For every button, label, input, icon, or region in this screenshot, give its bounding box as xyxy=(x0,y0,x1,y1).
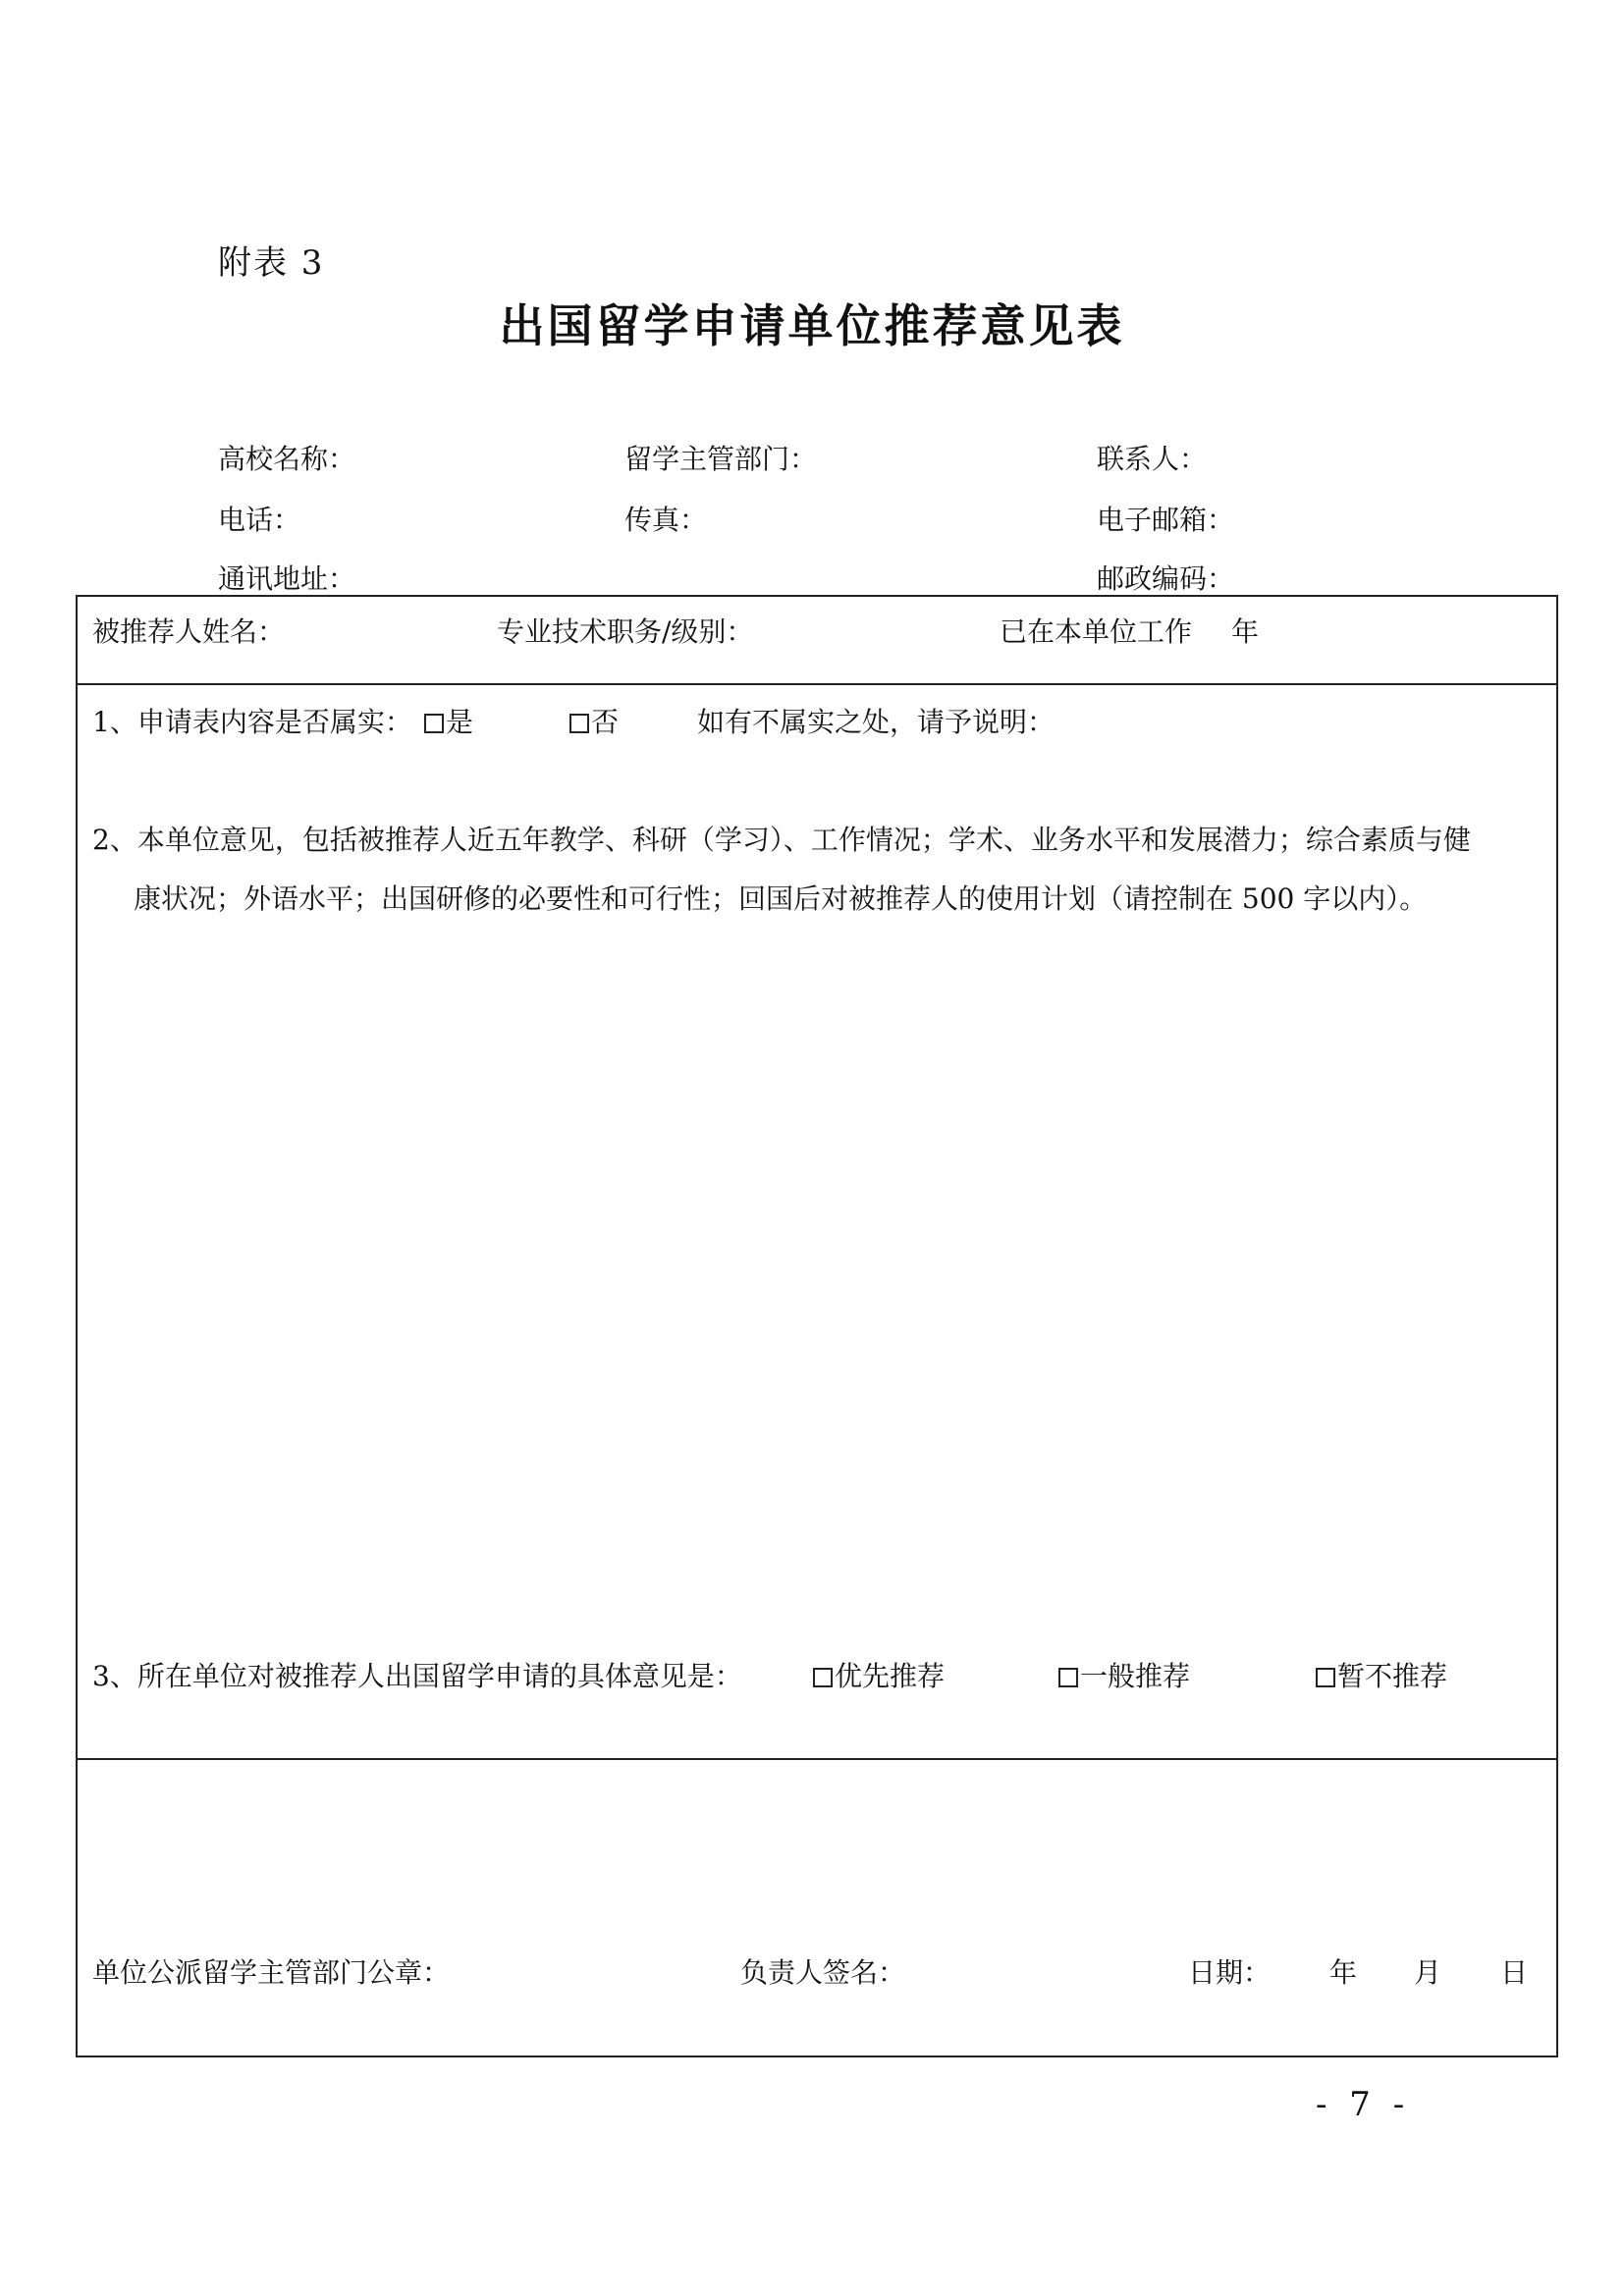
years-worked-label xyxy=(1000,611,1259,650)
row-divider-1 xyxy=(76,683,1558,685)
row-divider-2 xyxy=(76,1758,1558,1760)
option-no[interactable] xyxy=(569,701,619,740)
opinion-instructions-line-1: 2、本单位意见，包括被推荐人近五年教学、科研（学习）、工作情况；学术、业务水平和发展潜力；综合素质与健 xyxy=(92,824,1471,856)
recommendation-question: 3、所在单位对被推荐人出国留学申请的具体意见是： xyxy=(92,1660,742,1692)
signer-label: 负责人签名： xyxy=(740,1956,906,1989)
title-level-label: 专业技术职务/级别： xyxy=(497,615,754,648)
years-suffix: 年 xyxy=(1231,615,1260,648)
checkbox-icon[interactable] xyxy=(813,1668,833,1687)
nominee-name-label: 被推荐人姓名： xyxy=(92,615,286,648)
address-label: 通讯地址： xyxy=(218,562,356,595)
fax-label: 传真： xyxy=(624,504,708,536)
seal-label: 单位公派留学主管部门公章： xyxy=(92,1956,451,1989)
option-general[interactable] xyxy=(1058,1655,1190,1694)
option-general-label: 一般推荐 xyxy=(1080,1660,1191,1692)
page-number: - 7 - xyxy=(1316,2085,1411,2124)
option-not[interactable] xyxy=(1316,1655,1447,1694)
opinion-instructions xyxy=(92,811,1545,929)
option-priority[interactable] xyxy=(813,1655,945,1694)
school-name-label: 高校名称： xyxy=(218,443,356,475)
checkbox-icon[interactable] xyxy=(424,714,444,733)
option-yes-label: 是 xyxy=(446,706,474,738)
opinion-instructions-line-2: 康状况；外语水平；出国研修的必要性和可行性；回国后对被推荐人的使用计划（请控制在 500 字以内）。 xyxy=(134,882,1428,915)
date-label: 日期： xyxy=(1188,1956,1272,1989)
annex-label: 附表 3 xyxy=(218,243,325,283)
checkbox-icon[interactable] xyxy=(569,714,589,733)
checkbox-icon[interactable] xyxy=(1316,1668,1335,1687)
contact-label: 联系人： xyxy=(1097,443,1208,475)
option-not-label: 暂不推荐 xyxy=(1337,1660,1448,1692)
years-prefix: 已在本单位工作 xyxy=(1000,615,1193,648)
email-label: 电子邮箱： xyxy=(1097,504,1235,536)
phone-label: 电话： xyxy=(218,504,301,536)
date-month: 月 xyxy=(1414,1956,1442,1989)
date-day: 日 xyxy=(1500,1956,1529,1989)
date-year: 年 xyxy=(1329,1956,1358,1989)
explain-label: 如有不属实之处，请予说明： xyxy=(697,706,1056,738)
truthfulness-question: 1、申请表内容是否属实： xyxy=(92,706,412,738)
page-title: 出国留学申请单位推荐意见表 xyxy=(499,299,1125,352)
option-no-label: 否 xyxy=(591,706,620,738)
checkbox-icon[interactable] xyxy=(1058,1668,1078,1687)
dept-label: 留学主管部门： xyxy=(624,443,818,475)
postcode-label: 邮政编码： xyxy=(1097,562,1235,595)
option-yes[interactable] xyxy=(424,701,473,740)
option-priority-label: 优先推荐 xyxy=(835,1660,946,1692)
